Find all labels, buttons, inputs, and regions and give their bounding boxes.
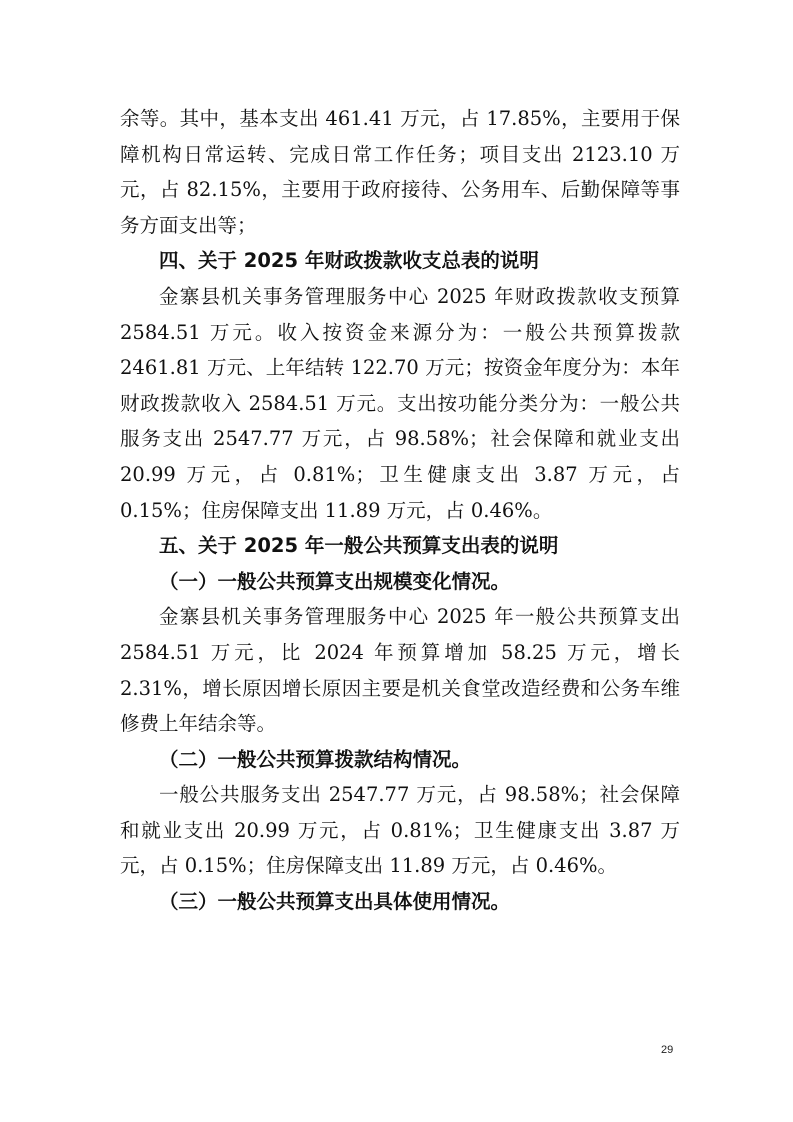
page-number: 29: [661, 1044, 674, 1056]
subheading-allocation-structure: （二）一般公共预算拨款结构情况。: [159, 747, 472, 771]
document-body: [120, 101, 680, 920]
paragraph-fiscal-allocation-summary: 金寨县机关事务管理服务中心 2025 年财政拨款收支预算 2584.51 万元。收入按资金来源分为：一般公共预算拨款 2461.81 万元、上年结转 122.70 万元；按资金年度分为：本年财政拨款收入 2584.51 万元。支出按功能分类分为：一般公共服务支出 2547.77 万元，占 98.58%；社会保障和就业支出 20.99 万元，占 0.81%；卫生健康支出 3.87 万元，占 0.15%；住房保障支出 11.89 万元，占 0.46%。: [120, 284, 680, 522]
subheading-scale-change: （一）一般公共预算支出规模变化情况。: [159, 569, 511, 593]
paragraph-scale-change: 金寨县机关事务管理服务中心 2025 年一般公共预算支出 2584.51 万元，比 2024 年预算增加 58.25 万元，增长 2.31%，增长原因增长原因主要是机关食堂改造经费和公务车维修费上年结余等。: [120, 605, 680, 736]
paragraph-expenditure-breakdown: 余等。其中，基本支出 461.41 万元，占 17.85%，主要用于保障机构日常运转、完成日常工作任务；项目支出 2123.10 万元，占 82.15%，主要用于政府接待、公务用车、后勤保障等事务方面支出等；: [120, 107, 680, 237]
paragraph-allocation-structure: 一般公共服务支出 2547.77 万元，占 98.58%；社会保障和就业支出 20.99 万元，占 0.81%；卫生健康支出 3.87 万元，占 0.15%；住房保障支出 11.89 万元，占 0.46%。: [120, 783, 680, 878]
section-heading-5: 五、关于 2025 年一般公共预算支出表的说明: [159, 534, 559, 558]
section-heading-4: 四、关于 2025 年财政拨款收支总表的说明: [159, 249, 539, 273]
subheading-specific-usage: （三）一般公共预算支出具体使用情况。: [159, 890, 511, 914]
